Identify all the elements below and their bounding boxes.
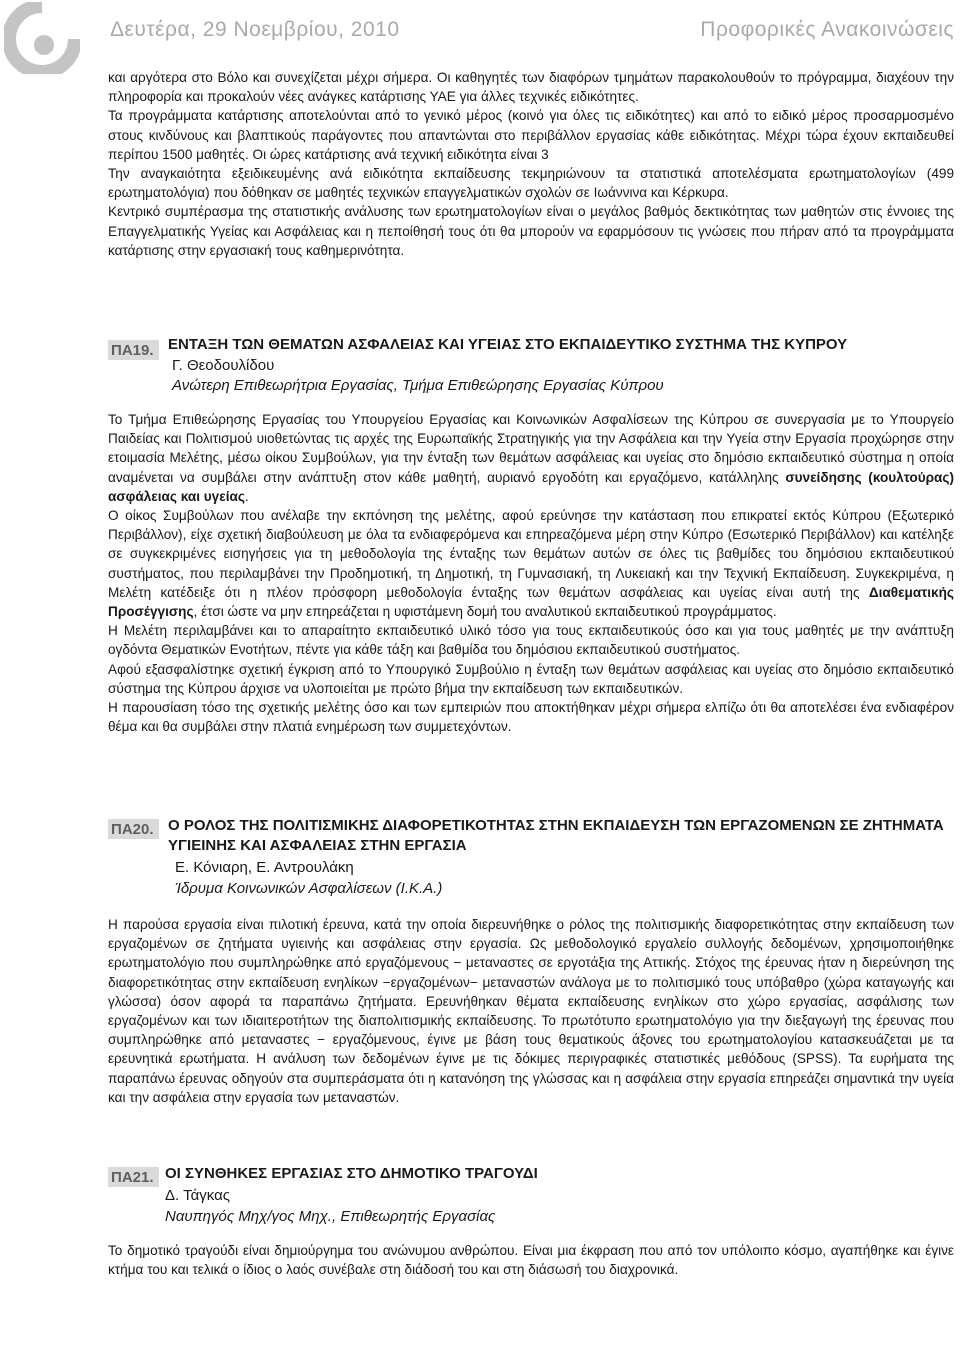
- abstract-code-badge: ΠΑ19.: [108, 340, 159, 360]
- header-date: Δευτέρα, 29 Νοεμβρίου, 2010: [110, 18, 400, 41]
- abstract-paragraph: Η παρουσίαση τόσο της σχετικής μελέτης όσο και των εμπειριών που αποκτήθηκαν μέχρι σήμερα ελπίζω ότι θα αποτελέσει ένα ενδιαφέρον θέμα και θα συμβάλει στην πλατιά ενημέρωση των συμμετεχόντων.: [108, 700, 954, 735]
- header-section: Προφορικές Ανακοινώσεις: [700, 18, 954, 41]
- intro-paragraph: Τα προγράμματα κατάρτισης αποτελούνται από το γενικό μέρος (κοινό για όλες τις ειδικότητες) και από το ειδικό μέρος προσαρμοσμένο στους κινδύνους και βλαπτικούς παράγοντες που απαντώνται στο περιβάλλον εργασίας κάθε ειδικότητας. Μέχρι τώρα έχουν εκπαιδευθεί περίπου 1500 μαθητές. Οι ώρες κατάρτισης ανά τεχνική ειδικότητα είναι 3: [108, 108, 954, 162]
- abstract-affiliation: Ναυπηγός Μηχ/γος Μηχ., Επιθεωρητής Εργασίας: [165, 1208, 496, 1225]
- abstract-paragraph: Το Τμήμα Επιθεώρησης Εργασίας του Υπουργείου Εργασίας και Κοινωνικών Ασφαλίσεων της Κύπρου σε συνεργασία με το Υπουργείο Παιδείας και Πολιτισμού υιοθετώντας τις αρχές της Ευρωπαϊκής Στρατηγικής για την Ασφάλεια και την Υγεία στην Εργασία προχώρησε στην ετοιμασία Μελέτης, μέσω οίκου Συμβούλων, για την ένταξη των θεμάτων ασφάλειας και υγείας στο δημόσιο εκπαιδευτικό σύστημα η οποία αναμένεται να συμβάλει στην ανάπτυξη στον κάθε μαθητή, αυριανό εργοδότη και εργαζόμενο, κατάλληλης συνείδησης (κουλτούρας) ασφάλειας και υγείας.: [108, 412, 954, 504]
- abstract-paragraph: Η παρούσα εργασία είναι πιλοτική έρευνα, κατά την οποία διερευνήθηκε ο ρόλος της πολιτισμικής διαφορετικότητας στην εκπαίδευση των εργαζομένων σε ζητήματα υγιεινής και ασφάλειας στην εργασία. Ως μεθοδολογικό εργαλείο συλλογής δεδομένων, χρησιμοποιήθηκε ερωτηματολόγιο που συμπληρώθηκε από εργαζόμενους − μεταναστες σε εργοτάξια της Αττικής. Στόχος της έρευνας ήταν η διερεύνηση της διαφορετικότητας στην εκπαίδευση ενηλίκων −εργαζομένων− μεταναστών ανάλογα με το πολιτισμικό τους υπόβαθρο (χώρα καταγωγής και γλώσσα) όσον αφορά τα παραπάνω ζητήματα. Ερευνήθηκαν θέματα εκπαίδευσης ενηλίκων στο χώρο εργασίας, ασφάλισης των εργαζομένων και των ιδιαιτεροτήτων της διαπολιτισμικής εκπαίδευσης. Το πρωτότυπο ερωτηματολόγιο για την διεξαγωγή της έρευνας που συμπληρώθηκε από μεταναστες − εργαζόμενους, έγινε με βάση τους θεματικούς άξονες του ερωτηματολογίου κατασκευάζεται με τα ερευνητικά ερωτήματα. Η ανάλυση των δεδομένων έγινε με τις δόκιμες περιγραφικές στατιστικές μεθόδους (SPSS). Τα ευρήματα της παραπάνω έρευνας οδηγούν στα συμπεράσματα ότι η κατανόηση της γλώσσας και η ασφάλεια στην εργασία επηρεάζει σημαντικά την υγεία και την ασφάλεια στην εργασία των μεταναστών.: [108, 917, 954, 1105]
- intro-paragraph: Την αναγκαιότητα εξειδικευμένης ανά ειδικότητα εκπαίδευσης τεκμηριώνουν τα στατιστικά αποτελέσματα ερωτηματολογίων (499 ερωτηματολόγια) που δόθηκαν σε μαθητές τεχνικών επαγγελματικών σχολών σε Ιωάννινα και Κέρκυρα.: [108, 166, 954, 201]
- abstract-authors: Γ. Θεοδουλίδου: [172, 357, 275, 374]
- abstract-title: ΕΝΤΑΞΗ ΤΩΝ ΘΕΜΑΤΩΝ ΑΣΦΑΛΕΙΑΣ ΚΑΙ ΥΓΕΙΑΣ ΣΤΟ ΕΚΠΑΙΔΕΥΤΙΚΟ ΣΥΣΤΗΜΑ ΤΗΣ ΚΥΠΡΟΥ: [168, 336, 848, 353]
- intro-text: [108, 68, 954, 260]
- abstract-paragraph: Το δημοτικό τραγούδι είναι δημιούργημα του ανώνυμου ανθρώπου. Είναι μια έκφραση που από τον υπόλοιπο κόσμο, αγαπήθηκε και έγινε κτήμα του και τελικά ο ίδιος ο λαός συνέβαλε στη διάδοσή του και στη διάσωσή του διαχρονικά.: [108, 1243, 954, 1278]
- abstract-affiliation: Ανώτερη Επιθεωρήτρια Εργασίας, Τμήμα Επιθεώρησης Εργασίας Κύπρου: [172, 377, 664, 394]
- abstract-code-badge: ΠΑ21.: [108, 1167, 159, 1187]
- abstract-code-badge: ΠΑ20.: [108, 819, 159, 839]
- abstract-affiliation: Ίδρυμα Κοινωνικών Ασφαλίσεων (Ι.Κ.Α.): [175, 880, 443, 897]
- abstract-body: [108, 410, 954, 736]
- abstract-body: [108, 915, 954, 1107]
- abstract-paragraph: Αφού εξασφαλίστηκε σχετική έγκριση από το Υπουργικό Συμβούλιο η ένταξη των θεμάτων ασφάλειας και υγείας στο δημόσιο εκπαιδευτικό σύστημα της Κύπρου άρχισε να υλοποιείται με πρώτο βήμα την εκπαίδευση των εκπαιδευτικών.: [108, 661, 954, 696]
- abstract-paragraph: Η Μελέτη περιλαμβάνει και το απαραίτητο εκπαιδευτικό υλικό τόσο για τους εκπαιδευτικούς όσο και για τους μαθητές με την ανάπτυξη ογδόντα Θεματικών Ενοτήτων, πέντε για κάθε τάξη και βαθμίδα του δημόσιου εκπαιδευτικού συστήματος.: [108, 623, 954, 658]
- bold-phrase: συνείδησης (κουλτούρας) ασφάλειας και υγείας: [108, 469, 954, 504]
- intro-paragraph: και αργότερα στο Βόλο και συνεχίζεται μέχρι σήμερα. Οι καθηγητές των διαφόρων τμημάτων παρακολουθούν το πρόγραμμα, διαχέουν την πληροφορία και προκαλούν νέες ανάγκες κατάρτισης ΥΑΕ για άλλες τεχνικές ειδικότητες.: [108, 70, 954, 105]
- bold-phrase: Διαθεματικής Προσέγγισης: [108, 584, 954, 620]
- abstract-body: [108, 1241, 954, 1279]
- abstract-title: ΟΙ ΣΥΝΘΗΚΕΣ ΕΡΓΑΣΙΑΣ ΣΤΟ ΔΗΜΟΤΙΚΟ ΤΡΑΓΟΥΔΙ: [165, 1165, 538, 1182]
- abstract-authors: Ε. Κόνιαρη, Ε. Αντρουλάκη: [175, 859, 354, 876]
- abstract-authors: Δ. Τάγκας: [165, 1187, 230, 1204]
- circular-logo-icon: [4, 2, 80, 74]
- abstract-paragraph: Ο οίκος Συμβούλων που ανέλαβε την εκπόνηση της μελέτης, αφού ερεύνησε την κατάσταση που επικρατεί εκτός Κύπρου (Εξωτερικό Περιβάλλον), είχε σχετική διαβούλευση με όλα τα ενδιαφερόμενα και επηρεαζόμενα μέρη στην Κύπρο (Εσωτερικό Περιβάλλον) και κατέληξε σε συγκεκριμένες εισηγήσεις για τη μεθοδολογία της ένταξης των θεμάτων αυτών σε όλες τις βαθμίδες του δημόσιου εκπαιδευτικού συστήματος, που περιλαμβάνει την Προδημοτική, τη Δημοτική, τη Γυμνασιακή, τη Λυκειακή και την Τεχνική Εκπαίδευση. Συγκεκριμένα, η Μελέτη κατέδειξε ότι η πλέον πρόσφορη μεθοδολογία ένταξης των θεμάτων ασφάλειας και υγείας είναι αυτή της Διαθεματικής Προσέγγισης, έτσι ώστε να μην επηρεάζεται η υφιστάμενη δομή του αναλυτικού εκπαιδευτικού προγράμματος.: [108, 508, 954, 620]
- abstract-title: Ο ΡΟΛΟΣ ΤΗΣ ΠΟΛΙΤΙΣΜΙΚΗΣ ΔΙΑΦΟΡΕΤΙΚΟΤΗΤΑΣ ΣΤΗΝ ΕΚΠΑΙΔΕΥΣΗ ΤΩΝ ΕΡΓΑΖΟΜΕΝΩΝ ΣΕ ΖΗΤΗΜΑΤΑ ΥΓΙΕΙΝΗΣ ΚΑΙ ΑΣΦΑΛΕΙΑΣ ΣΤΗΝ ΕΡΓΑΣΙΑ: [168, 817, 944, 854]
- intro-paragraph: Κεντρικό συμπέρασμα της στατιστικής ανάλυσης των ερωτηματολογίων είναι ο μεγάλος βαθμός δεκτικότητας των μαθητών στις έννοιες της Επαγγελματικής Υγείας και Ασφάλειας και η πεποίθησή τους ότι θα μπορούν να εφαρμόσουν τις γνώσεις που πήραν από τα προγράμματα κατάρτισης στην εργασιακή τους καθημερινότητα.: [108, 204, 954, 258]
